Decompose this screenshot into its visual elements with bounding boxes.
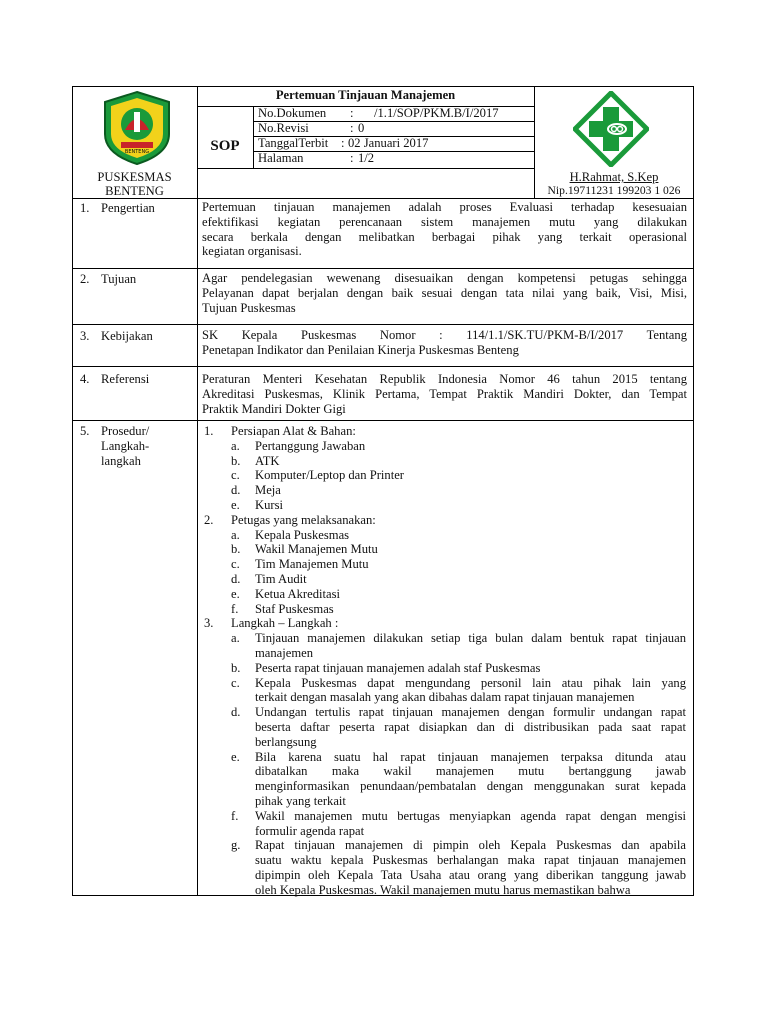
header-mid-line [197, 168, 534, 169]
procedure-item-text: Tim Audit [255, 572, 307, 586]
procedure-item-text: terkait dengan masalah yang akan dibahas dalam rapat tinjauan manajemen [255, 690, 635, 705]
procedure-group-number: 2. [204, 512, 214, 527]
procedure-item-letter: a. [231, 527, 240, 542]
procedure-item-text: pihak yang terkait [255, 794, 346, 808]
doc-info-value: 0 [358, 121, 365, 135]
procedure-item-letter: c. [231, 675, 240, 690]
procedure-item-text: Bila karena suatu hal rapat tinjauan manajemen terpaksa ditunda atau [255, 749, 686, 764]
section-text-line: Akreditasi Puskesmas, Klinik Pertama, Tempat Praktik Mandiri Dokter, dan Tempat [202, 386, 687, 401]
procedure-item-letter: b. [231, 542, 241, 557]
section-text-line: efektifikasi kegiatan perencanaan sistem manajemen mutu yang dilakukan [202, 214, 687, 229]
procedure-item-text: Komputer/Leptop dan Printer [255, 468, 404, 483]
section-label-line: Langkah- [101, 439, 150, 453]
org-name-line1: PUSKESMAS [97, 170, 172, 184]
procedure-item-letter: e. [231, 586, 240, 601]
document-title: Pertemuan Tinjauan Manajemen [275, 88, 456, 102]
puskesmas-logo [573, 91, 649, 167]
procedure-item-letter: c. [231, 557, 240, 572]
section-text-line: SK Kepala Puskesmas Nomor : 114/1.1/SK.TU/PKM-B/I/2017 Tentang [202, 328, 687, 342]
row-sep-1 [72, 268, 694, 269]
procedure-item-text: Kepala Puskesmas dapat mengundang personil lain atau pihak lain yang [255, 675, 686, 690]
logo-caption: BENTENG [124, 149, 150, 155]
org-name-line2: BENTENG [105, 184, 164, 198]
procedure-item-text: berlangsung [255, 734, 317, 749]
section-label-line: Prosedur/ [101, 424, 150, 438]
procedure-item-letter: b. [231, 660, 241, 675]
doc-info-value: /1.1/SOP/PKM.B/I/2017 [374, 106, 499, 120]
section-number: 3. [80, 329, 90, 343]
procedure-item-text: ATK [255, 453, 280, 468]
doc-info-row [258, 151, 534, 166]
doc-info-sep: : [350, 151, 354, 165]
doc-info-label: Halaman [258, 151, 304, 165]
doc-info-sep: : [350, 121, 354, 135]
section-number: 1. [80, 201, 90, 215]
section-label: Kebijakan [101, 329, 153, 343]
section-number: 2. [80, 272, 90, 286]
procedure-item-letter: a. [231, 438, 240, 453]
section-text-line: Penetapan Indikator dan Penilaian Kinerja Puskesmas Benteng [202, 342, 519, 357]
section-label-line: langkah [101, 454, 141, 468]
section-label: Referensi [101, 372, 150, 386]
section-text-line: Praktik Mandiri Dokter Gigi [202, 401, 346, 416]
procedure-item-letter: a. [231, 631, 240, 646]
procedure-item-letter: e. [231, 498, 240, 512]
procedure-item-letter: d. [231, 572, 241, 586]
row-sep-2 [72, 324, 694, 325]
row-sep-4 [72, 420, 694, 421]
section-text-line: Pertemuan tinjauan manajemen adalah proses Evaluasi terhadap kesesuaian [202, 200, 687, 214]
procedure-item-text: Staf Puskesmas [255, 601, 334, 616]
signer-name: H.Rahmat, S.Kep [569, 170, 659, 184]
section-number: 4. [80, 372, 90, 386]
section-text-line: Tujuan Puskesmas [202, 300, 296, 315]
doc-info-label: No.Revisi [258, 121, 309, 135]
procedure-item-text: Pertanggung Jawaban [255, 438, 366, 453]
section-label: Pengertian [101, 201, 155, 215]
procedure-item-letter: f. [231, 808, 239, 823]
doc-info-value: 02 Januari 2017 [348, 136, 429, 150]
doc-info-row [258, 106, 534, 121]
procedure-item-text: dibatalkan maka wakil manajemen mutu bertanggung jawab [255, 764, 686, 779]
body-column-divider [197, 198, 198, 896]
section-number: 5. [80, 424, 90, 438]
doc-info-sep: : [341, 136, 345, 150]
procedure-group-number: 3. [204, 616, 214, 631]
signer-nip: Nip.19711231 199203 1 026 [547, 184, 681, 197]
procedure-item-text: Kursi [255, 498, 283, 512]
procedure-item-text: Tinjauan manajemen dilakukan setiap tiga bulan dalam bentuk rapat tinjauan [255, 631, 686, 646]
procedure-item-text: beserta daftar peserta rapat disiapkan dan di distribusikan pada saat rapat [255, 720, 686, 734]
procedure-item-text: Tim Manajemen Mutu [255, 557, 369, 572]
procedure-item-letter: b. [231, 453, 241, 468]
procedure-item-letter: f. [231, 601, 239, 616]
procedure-group-title: Petugas yang melaksanakan: [231, 512, 376, 527]
sop-cell-divider [253, 106, 254, 168]
procedure-group-title: Persiapan Alat & Bahan: [231, 424, 356, 438]
procedure-item-letter: d. [231, 705, 241, 720]
procedure-item-text: suatu waktu kepala Puskesmas berhalangan maka rapat tinjauan manajemen [255, 853, 686, 868]
section-text-line: Peraturan Menteri Kesehatan Republik Indonesia Nomor 46 tahun 2015 tentang [202, 372, 687, 386]
procedure-item-text: Wakil Manajemen Mutu [255, 542, 378, 557]
procedure-item-text: Ketua Akreditasi [255, 586, 340, 601]
doc-info-value: 1/2 [358, 151, 375, 165]
doc-info-row [258, 121, 534, 136]
procedure-item-letter: e. [231, 749, 240, 764]
regency-logo [101, 90, 173, 166]
sop-label: SOP [210, 138, 240, 154]
procedure-item-letter: g. [231, 838, 241, 853]
procedure-item-text: dipimpin oleh Kepala Tata Usaha atau orang yang diberikan tanggung jawab [255, 868, 686, 882]
procedure-item-text: Peserta rapat tinjauan manajemen adalah staf Puskesmas [255, 660, 541, 675]
procedure-item-letter: c. [231, 468, 240, 483]
doc-info-row [258, 136, 534, 151]
section-text-line: kegiatan organisasi. [202, 244, 302, 259]
procedure-group-number: 1. [204, 424, 214, 438]
doc-info-sep: : [350, 106, 354, 120]
section-text-line: Pelayanan dapat berjalan dengan baik sesuai dengan tata nilai yang baik, Visi, Misi, [202, 285, 687, 300]
doc-info-label: No.Dokumen [258, 106, 327, 120]
procedure-item-text: Rapat tinjauan manajemen di pimpin oleh Kepala Puskesmas dan apabila [255, 838, 686, 853]
doc-info-label: TanggalTerbit [258, 136, 329, 150]
procedure-group-title: Langkah – Langkah : [231, 616, 339, 631]
procedure-item-text: Kepala Puskesmas [255, 527, 350, 542]
procedure-item-text: formulir agenda rapat [255, 823, 365, 838]
section-text-line: Agar pendelegasian wewenang disesuaikan dengan kompetensi petugas sehingga [202, 271, 687, 285]
procedure-item-text: Meja [255, 483, 281, 498]
procedure-item-text: manajemen [255, 646, 314, 660]
procedure-item-text: Wakil manajemen mutu bertugas menyiapkan agenda rapat dengan mengisi [255, 808, 686, 823]
section-text-line: secara berkala dengan melibatkan berbagai pihak yang terkait operasional [202, 229, 687, 244]
procedure-item-text: menginformasikan penundaan/pembatalan dengan menggunakan surat kepada [255, 779, 686, 794]
row-sep-3 [72, 366, 694, 367]
procedure-item-letter: d. [231, 483, 241, 498]
section-label: Tujuan [101, 272, 137, 286]
procedure-item-text: Undangan tertulis rapat tinjauan manajemen dengan formulir undangan rapat [255, 705, 686, 720]
procedure-item-text: oleh Kepala Puskesmas. Wakil manajemen mutu harus memastikan bahwa [255, 882, 631, 897]
